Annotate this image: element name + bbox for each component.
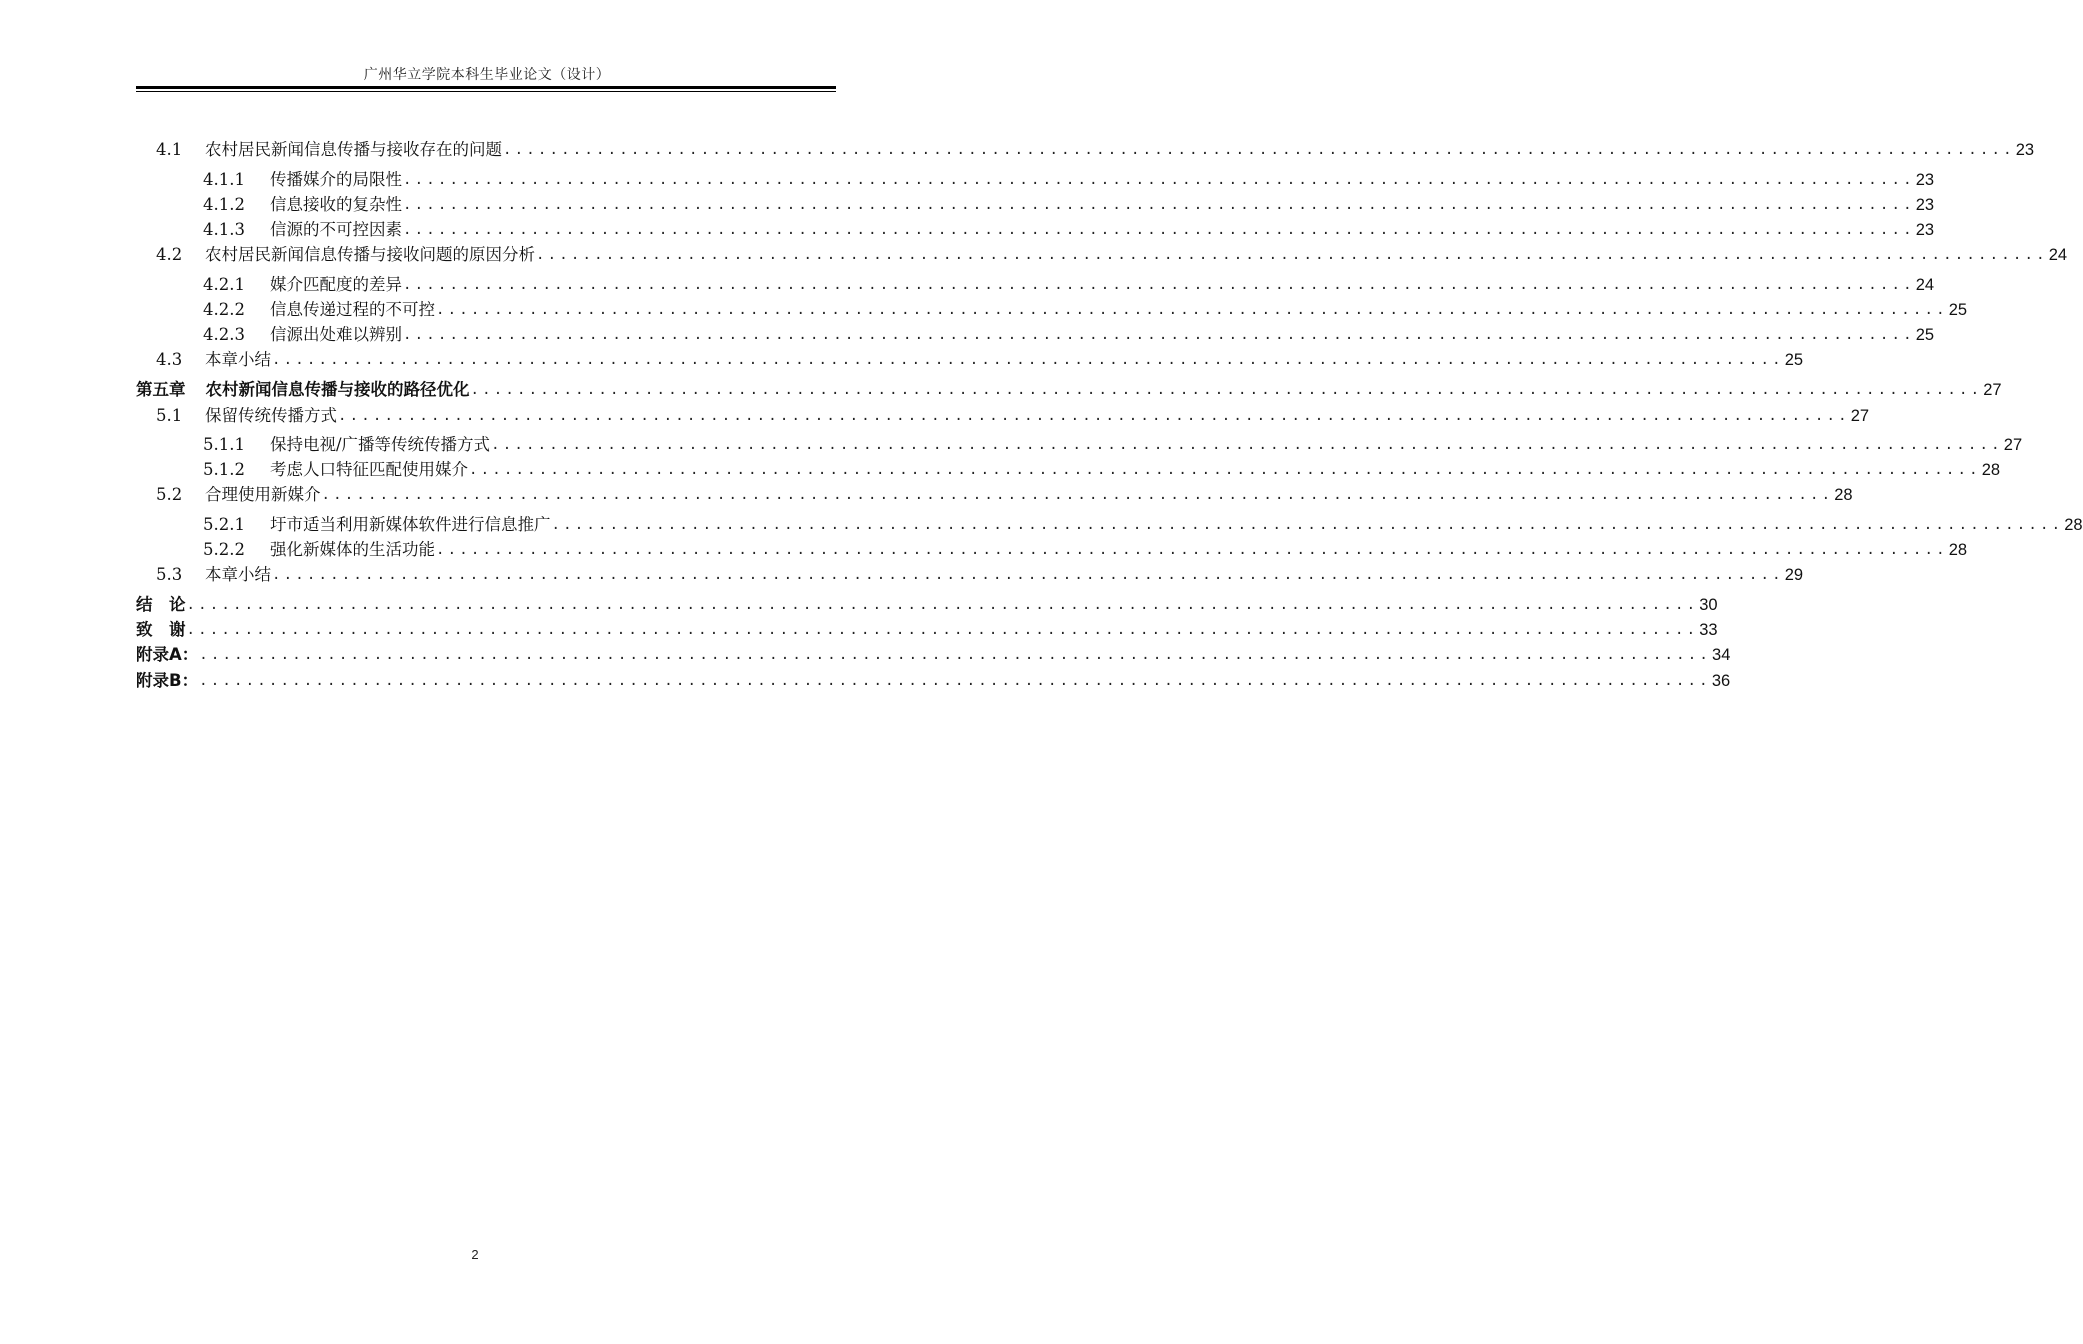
- toc-entry-title: 农村居民新闻信息传播与接收存在的问题: [205, 140, 502, 159]
- toc-leader-dots: ..................................................................................................................................: [403, 197, 1915, 213]
- toc-entry[interactable]: [203, 323, 1935, 347]
- toc-entry-title: 媒介匹配度的差异: [270, 275, 402, 294]
- toc-entry-number: 5.1.2: [203, 460, 245, 479]
- toc-entry[interactable]: [156, 483, 1853, 507]
- toc-appendix-b-entry[interactable]: [136, 669, 1731, 693]
- toc-entry[interactable]: [203, 218, 1935, 242]
- toc-leader-dots: ..................................................................................................................................: [403, 327, 1915, 343]
- toc-leader-dots: ..................................................................................................................................: [272, 352, 1784, 368]
- toc-entry-title: 本章小结: [205, 565, 271, 584]
- toc-entry-title: 致 谢: [136, 620, 186, 639]
- toc-entry-title: 本章小结: [205, 350, 271, 369]
- toc-entry[interactable]: [203, 538, 1968, 562]
- toc-leader-dots: ..................................................................................................................................: [491, 437, 2003, 453]
- toc-entry-title: 农村居民新闻信息传播与接收问题的原因分析: [205, 245, 535, 264]
- toc-leader-dots: ..................................................................................................................................: [403, 277, 1915, 293]
- toc-entry-title: 传播媒介的局限性: [270, 170, 402, 189]
- toc-entry-number: 4.3: [156, 350, 183, 369]
- toc-entry-title: 合理使用新媒介: [205, 485, 321, 504]
- toc-entry[interactable]: [156, 563, 1804, 587]
- toc-entry-page: 30: [1699, 596, 1718, 614]
- toc-leader-dots: ..................................................................................................................................: [436, 542, 1948, 558]
- toc-entry[interactable]: [156, 348, 1804, 372]
- toc-entry-page: 28: [2064, 516, 2083, 534]
- toc-entry-title: 信息接收的复杂性: [270, 195, 402, 214]
- toc-entry-number: 4.1: [156, 140, 183, 159]
- toc-entry-page: 24: [2048, 246, 2068, 264]
- toc-entry-page: 25: [1784, 351, 1804, 369]
- toc-entry-page: 28: [1834, 486, 1853, 504]
- toc-entry-number: 4.2: [156, 245, 183, 264]
- toc-entry[interactable]: [203, 193, 1935, 217]
- toc-leader-dots: ..................................................................................................................................: [551, 517, 2064, 533]
- toc-entry[interactable]: [156, 404, 1870, 428]
- toc-leader-dots: ..................................................................................................................................: [199, 673, 1711, 689]
- toc-entry-page: 28: [1981, 461, 2001, 479]
- toc-chapter-title: 农村新闻信息传播与接收的路径优化: [205, 380, 470, 399]
- page-number: 2: [471, 1247, 479, 1262]
- header-title: 广州华立学院本科生毕业论文（设计）: [363, 67, 611, 83]
- toc-chapter-entry[interactable]: [136, 378, 2002, 402]
- toc-entry[interactable]: [203, 433, 2023, 457]
- toc-entry-title: 圩市适当利用新媒体软件进行信息推广: [270, 515, 551, 534]
- toc-entry[interactable]: [203, 273, 1935, 297]
- toc-entry[interactable]: [203, 513, 2083, 537]
- toc-entry-number: 4.1.3: [203, 220, 245, 239]
- toc-entry-number: 5.2.2: [203, 540, 245, 559]
- toc-leader-dots: ..................................................................................................................................: [436, 302, 1948, 318]
- toc-entry-page: 27: [1983, 381, 2002, 399]
- toc-entry-title: 信息传递过程的不可控: [270, 300, 435, 319]
- toc-entry-number: 4.2.1: [203, 275, 245, 294]
- toc-entry[interactable]: [156, 138, 2035, 162]
- toc-leader-dots: ..................................................................................................................................: [403, 172, 1915, 188]
- toc-leader-dots: ..................................................................................................................................: [321, 487, 1834, 503]
- toc-entry-page: 23: [2015, 141, 2035, 159]
- toc-entry-page: 25: [1915, 326, 1935, 344]
- toc-chapter-number: 第五章: [136, 380, 186, 399]
- toc-appendix-a-entry[interactable]: [136, 643, 1731, 667]
- toc-leader-dots: ..................................................................................................................................: [186, 597, 1699, 613]
- toc-entry-page: 27: [2003, 436, 2023, 454]
- toc-entry-page: 27: [1850, 407, 1870, 425]
- toc-entry[interactable]: [203, 458, 2001, 482]
- header-rule-thick: [136, 86, 836, 89]
- toc-entry[interactable]: [156, 243, 2068, 267]
- toc-acknowledgement-entry[interactable]: [136, 618, 1718, 642]
- toc-leader-dots: ..................................................................................................................................: [272, 567, 1784, 583]
- toc-entry-number: 5.1.1: [203, 435, 245, 454]
- toc-leader-dots: ..................................................................................................................................: [536, 247, 2048, 263]
- header-rule-thin: [136, 91, 836, 92]
- toc-entry-title: 强化新媒体的生活功能: [270, 540, 435, 559]
- toc-entry-page: 23: [1915, 221, 1935, 239]
- toc-leader-dots: ..................................................................................................................................: [470, 382, 1983, 398]
- toc-entry-number: 5.3: [156, 565, 183, 584]
- toc-entry-page: 34: [1712, 646, 1731, 664]
- toc-entry-page: 28: [1948, 541, 1968, 559]
- toc-leader-dots: ..................................................................................................................................: [469, 462, 1981, 478]
- toc-entry-page: 29: [1784, 566, 1804, 584]
- toc-entry-title: 保持电视/广播等传统传播方式: [270, 435, 491, 454]
- toc-entry-page: 25: [1948, 301, 1968, 319]
- toc-entry-number: 5.1: [156, 406, 183, 425]
- toc-entry[interactable]: [203, 168, 1935, 192]
- toc-entry-number: 4.2.3: [203, 325, 245, 344]
- toc-entry-title: 结 论: [136, 595, 186, 614]
- toc-entry-title: 附录A：: [136, 645, 199, 664]
- toc-entry-page: 36: [1711, 672, 1731, 690]
- toc-leader-dots: ..................................................................................................................................: [186, 622, 1699, 638]
- toc-entry-number: 5.2.1: [203, 515, 245, 534]
- toc-entry-title: 保留传统传播方式: [205, 406, 337, 425]
- toc-entry-number: 4.2.2: [203, 300, 245, 319]
- toc-entry-page: 23: [1915, 171, 1935, 189]
- toc-leader-dots: ..................................................................................................................................: [403, 222, 1915, 238]
- toc-entry-title: 信源出处难以辨别: [270, 325, 402, 344]
- toc-entry-page: 24: [1915, 276, 1935, 294]
- toc-entry-number: 5.2: [156, 485, 183, 504]
- toc-entry-title: 附录B：: [136, 671, 199, 690]
- toc-entry-title: 考虑人口特征匹配使用媒介: [270, 460, 468, 479]
- toc-leader-dots: ..................................................................................................................................: [199, 647, 1712, 663]
- toc-entry-number: 4.1.2: [203, 195, 245, 214]
- toc-leader-dots: ..................................................................................................................................: [503, 142, 2015, 158]
- toc-entry-title: 信源的不可控因素: [270, 220, 402, 239]
- toc-conclusion-entry[interactable]: [136, 593, 1718, 617]
- toc-leader-dots: ..................................................................................................................................: [338, 408, 1850, 424]
- toc-entry-page: 23: [1915, 196, 1935, 214]
- toc-entry-page: 33: [1699, 621, 1718, 639]
- toc-entry[interactable]: [203, 298, 1968, 322]
- toc-entry-number: 4.1.1: [203, 170, 245, 189]
